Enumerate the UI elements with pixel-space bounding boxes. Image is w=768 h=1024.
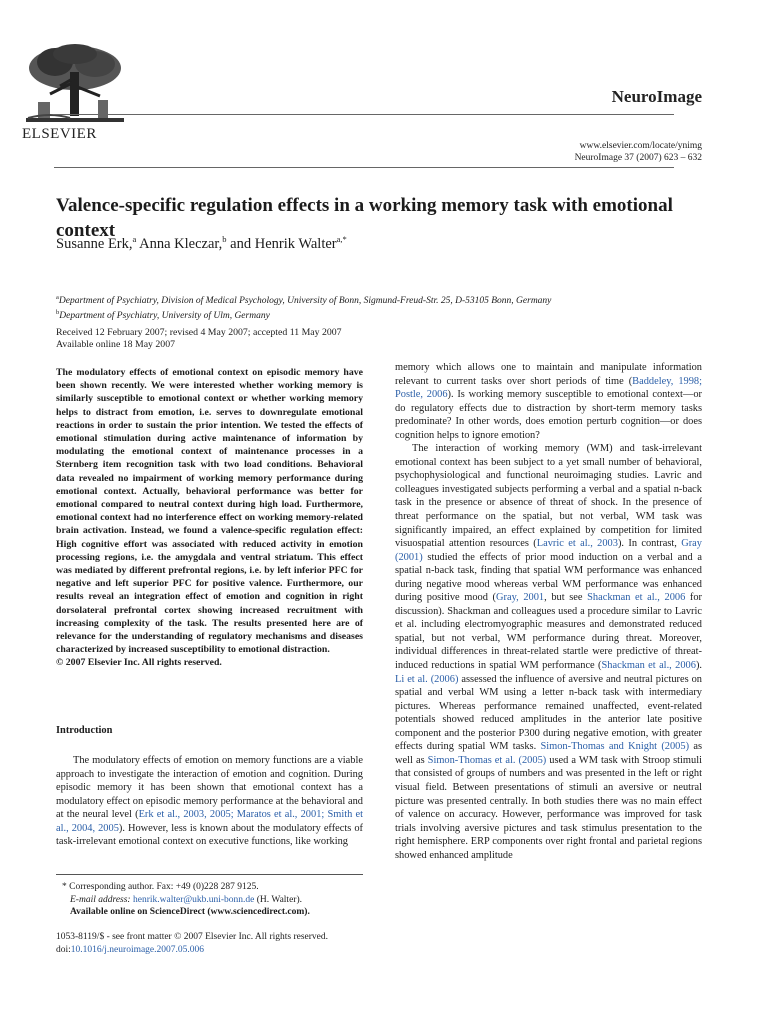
author-list [56, 234, 347, 253]
email-link[interactable]: henrik.walter@ukb.uni-bonn.de [132, 894, 255, 905]
doi-link[interactable]: 10.1016/j.neuroimage.2007.05.006 [70, 944, 205, 955]
issn-line: 1053-8119/$ - see front matter © 2007 Elsevier Inc. All rights reserved. [56, 932, 329, 942]
journal-url[interactable]: www.elsevier.com/locate/ynimg [579, 141, 702, 151]
author-name: Susanne Erk, [56, 235, 133, 252]
section-heading-introduction: Introduction [56, 725, 113, 736]
citation-link[interactable]: Simon-Thomas and Knight (2005) [540, 741, 690, 753]
author-affil-mark: b [222, 234, 227, 244]
citation-link[interactable]: Baddeley, 1998; Postle, 2006 [395, 375, 702, 401]
online-date: Available online 18 May 2007 [56, 339, 175, 350]
citation-link[interactable]: Gray, 2001 [496, 592, 545, 604]
journal-citation: NeuroImage 37 (2007) 623 – 632 [574, 153, 702, 163]
author-affil-mark: a [132, 234, 137, 244]
affiliation-a: $^a$Department of Psychiatry, Division of Medical Psychology, University of Bonn, Sigmund-Freud-Str. 25, D-53105 Bonn, Germany [56, 294, 552, 307]
footnotes [56, 881, 366, 919]
affiliations [56, 292, 676, 322]
journal-title: NeuroImage [611, 87, 702, 106]
sciencedirect-note: Available online on ScienceDirect (www.sciencedirect.com). [70, 907, 310, 918]
issn-block [56, 931, 328, 956]
received-dates: Received 12 February 2007; revised 4 May 2007; accepted 11 May 2007 [56, 327, 342, 338]
author-affil-mark: a,* [336, 234, 347, 244]
article-title: Valence-specific regulation effects in a working memory task with emotional context [56, 195, 673, 241]
citation-link[interactable]: Li et al. (2006) [395, 673, 459, 685]
citation-link[interactable]: Simon-Thomas et al. (2005) [427, 754, 547, 766]
abstract-text: The modulatory effects of emotional context on episodic memory have been shown recently. We were interested whether working memory is similarly susceptible to emotional context or whether working memory helps to distract from emotion, i.e. serves to downregulate emotional reactions in order to sustain the prior intention. We tested the effects of emotional stimulation during active maintenance of information by modulating the emotional context of maintenance processes in a Sternberg item recognition task with two load conditions. Behavioral data revealed no impairment of working memory performance during emotional context. Actually, behavioral performance was better for emotional compared to neutral context during high load. Furthermore, emotional context had no interference effect on working memory-related brain activation. Instead, we found a valence-specific regulation effect: High cognitive effort was associated with reduced activity in emotion processing regions, i.e. the amygdala and ventral striatum. This effect was mediated by different prefrontal regions, i.e. by left inferior PFC for negative and left superior PFC for positive valence. Furthermore, our results reveal an integration effect of emotion and cognition in right dorsolateral prefrontal cortex showing increased recruitment with increasing complexity of the task. The results presented here are of relevance for the understanding of regulatory mechanisms and diseases characterized by increased susceptibility to emotional distraction. [56, 367, 363, 656]
abstract [56, 366, 363, 670]
citation-link[interactable]: Lavric et al., 2003 [536, 538, 618, 550]
doi-line: doi:10.1016/j.neuroimage.2007.05.006 [56, 944, 205, 955]
journal-url-block [575, 140, 702, 164]
footnote-rule [56, 874, 363, 875]
citation-link[interactable]: Shackman et al., 2006 [587, 592, 686, 604]
header-rule-bottom [54, 167, 674, 168]
corresponding-author-note: * Corresponding author. Fax: +49 (0)228 287 9125. [62, 882, 259, 892]
citation-link[interactable]: Gray (2001) [395, 538, 702, 563]
email-line: E-mail address: henrik.walter@ukb.uni-bonn.de (H. Walter). [70, 894, 302, 905]
author-name: Anna Kleczar, [139, 235, 223, 252]
abstract-copyright: © 2007 Elsevier Inc. All rights reserved. [56, 657, 222, 669]
intro-paragraph: The modulatory effects of emotion on memory functions are a viable approach to investigate the interaction of emotion and cognition. During episodic memory it has been shown that emotional context has a modulatory effect on episodic memory performance at the behavioral and at the neural level (Erk et al., 2003, 2005; Maratos et al., 2001; Smith et al., 2004, 2005). However, less is known about the modulatory effects of task-irrelevant emotional context on executive functions, like working [56, 755, 363, 848]
citation-link[interactable]: Shackman et al., 2006 [601, 660, 696, 672]
publisher-name: ELSEVIER [22, 126, 97, 142]
author-name: and Henrik Walter [230, 235, 337, 252]
article-dates [56, 327, 342, 351]
citation-link[interactable]: Erk et al., 2003, 2005; Maratos et al., 2001; Smith et al., 2004, 2005 [56, 809, 363, 834]
header-rule-top [54, 114, 674, 115]
body-right-column: memory which allows one to maintain and manipulate information relevant to current tasks over short periods of time (Baddeley, 1998; Postle, 2006). Is working memory susceptible to emotional context—or do regulatory effects due to distraction by short-term memory tasks predominate? In other words, does emotion perturb cognition—or does cognition helps to ignore emotion? The interaction of working memory (WM) and task-irrelevant emotional context has been subject to a yet small number of behavioral, psychophysiological and functional neuroimaging studies. Lavric and colleagues investigated subjects performing a verbal and a spatial n-back task in the presence or absence of threat of shock. In the presence of threat performance on the spatial, but not verbal, WM task was significantly impaired, an effect explained by competition for limited visuospatial attention resources (Lavric et al., 2003). In contrast, Gray (2001) studied the effects of prior mood induction on a verbal and a spatial n-back task, finding that spatial WM performance was enhanced during negative mood whereas verbal WM performance was enhanced during positive mood (Gray, 2001, but see Shackman et al., 2006 for discussion). Shackman and colleagues used a procedure similar to Lavric et al. including electromyographic measures and demonstrated reduced spatial, but not verbal, WM performance during threat. Moreover, individual differences in threat-related startle were predictive of threat-induced reductions in spatial WM performance (Shackman et al., 2006). Li et al. (2006) assessed the influence of aversive and neutral pictures on spatial and verbal WM using a letter n-back task with intermediary pictures. Whereas performance remained unaffected, event-related potentials showed reduced amplitudes in the anterior late positive component and the posterior P300 during negative emotion, with greater effects during spatial WM tasks. Simon-Thomas and Knight (2005) as well as Simon-Thomas et al. (2005) used a WM task with Stroop stimuli that consisted of groups of numbers and was presented in the left or right visual field. Between presentations of stimuli an aversive or neutral picture was presented centrally. In both studies there was no main effect of valence on accuracy. However, performance was improved for task trials involving aversive pictures and task stimulus presentation to the right hemisphere. ERP components over right frontal and parietal regions showed enhanced amplitude [395, 362, 703, 861]
affiliation-b: $^b$Department of Psychiatry, University of Ulm, Germany [56, 309, 270, 322]
